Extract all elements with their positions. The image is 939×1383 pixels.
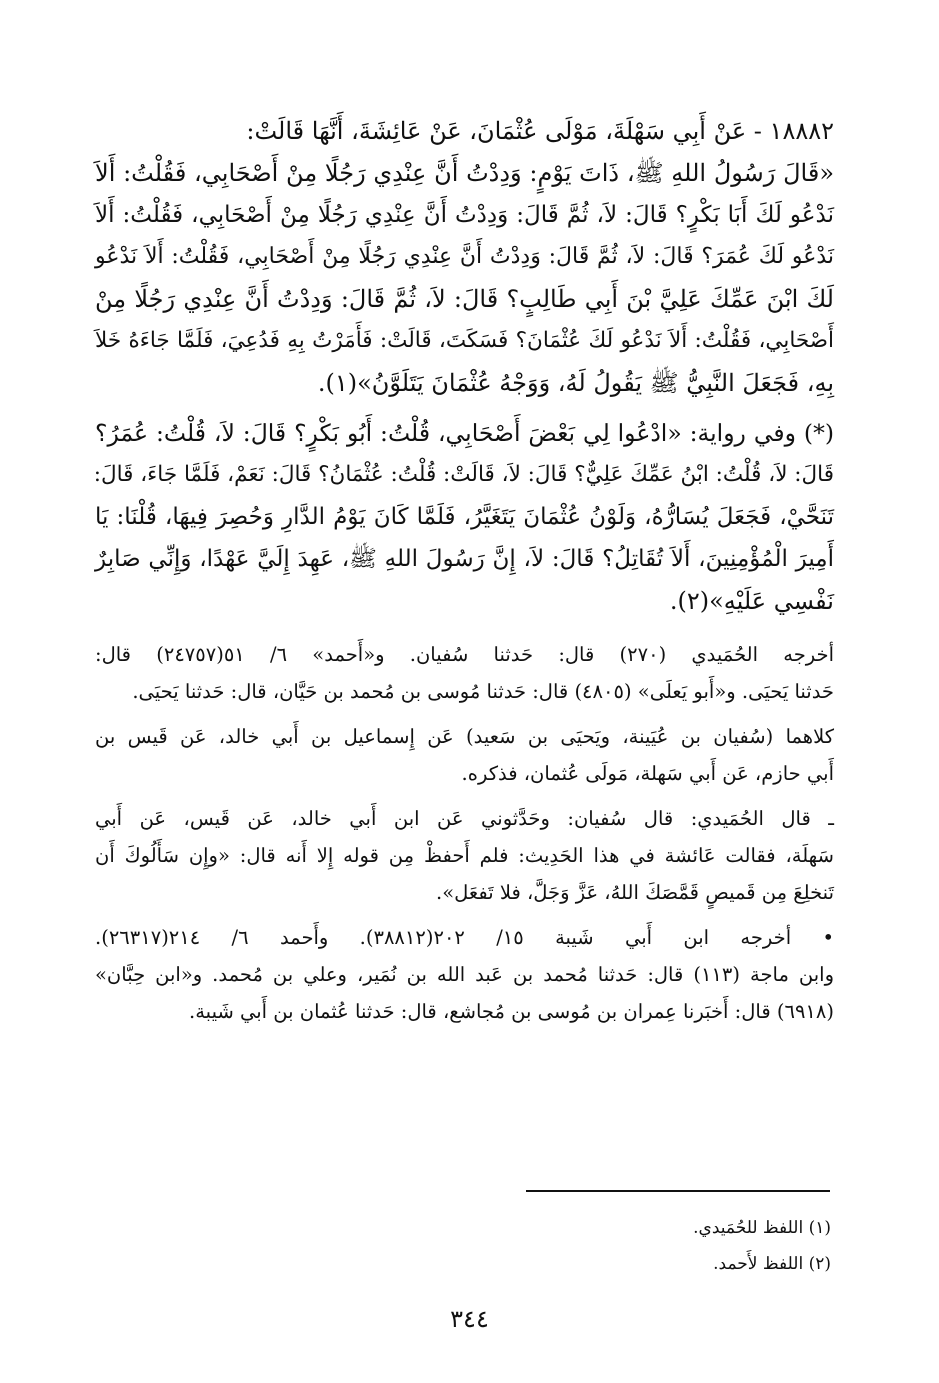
text-line: أَصْحَابِي، فَقُلْتُ: أَلاَ نَدْعُو لَكَ عُثْمَانَ؟ فَسَكَتَ، قَالَتْ: فَأَمَرْتُ بِهِ فَدُعِيَ، فَلَمَّا جَاءَهُ خَلاَ (95, 328, 834, 353)
text-line: ١٨٨٨٢ - عَنْ أَبِي سَهْلَةَ، مَوْلَى عُثْمَانَ، عَنْ عَائِشَةَ، أَنَّهَا قَالَتْ: (246, 117, 834, 145)
text-line: نَدْعُو لَكَ أَبَا بَكْرٍ؟ قَالَ: لاَ، ثُمَّ قَالَ: وَدِدْتُ أَنَّ عِنْدِي رَجُلًا مِنْ أَصْحَابِي، فَقُلْتُ: أَلاَ (95, 202, 834, 228)
text-line: أخرجه الحُمَيدي (٢٧٠) قال: حَدثنا سُفيان. و«أَحمد» ٦/ ٥١(٢٤٧٥٧) قال: (95, 643, 834, 666)
text-line: نَدْعُو لَكَ عُمَرَ؟ قَالَ: لاَ، ثُمَّ قَالَ: وَدِدْتُ أَنَّ عِنْدِي رَجُلًا مِنْ أَصْحَابِي، فَقُلْتُ: أَلاَ نَدْعُو (95, 244, 834, 269)
text-line: (*) وفي رواية: «ادْعُوا لِي بَعْضَ أَصْحَابِي، قُلْتُ: أَبُو بَكْرٍ؟ قَالَ: لاَ، قُلْتُ: عُمَرُ؟ (95, 419, 834, 447)
page-number: ٣٤٤ (450, 1305, 489, 1333)
text-line: سَهلَة، فقالت عَائشة في هذا الحَدِيث: فلم أَحفظْ مِن قوله إِلا أَنه قال: «وإِن سَأَلُوكَ أَن (95, 844, 834, 867)
variant-narration (95, 412, 834, 622)
text-line: حَدثنا يَحيَى. و«أَبو يَعلَى» (٤٨٠٥) قال: حَدثنا مُوسى بن مُحمد بن حَيَّان، قال: حَدثنا يَحيَى. (132, 680, 834, 703)
text-line: تَنَحَّيْ، فَجَعَلَ يُسَارُّهُ، وَلَوْنُ عُثْمَانَ يَتَغَيَّرُ، فَلَمَّا كَانَ يَوْمُ الدَّارِ وَحُصِرَ فِيهَا، قُلْنَا: يَا (95, 504, 834, 530)
text-line: بِهِ، فَجَعَلَ النَّبِيُّ ﷺ يَقُولُ لَهُ، وَوَجْهُ عُثْمَانَ يَتَلَوَّنُ»(١). (317, 369, 834, 397)
text-line: أَبي حازم، عَن أَبي سَهلة، مَولَى عُثمان، فذكره. (461, 762, 834, 785)
takhrij-paragraph-2 (95, 718, 834, 792)
text-line: نَفْسِي عَلَيْهِ»(٢). (669, 587, 834, 615)
footnote-separator (526, 1190, 830, 1192)
takhrij-paragraph-3 (95, 800, 834, 911)
text-line: تَنخلِعَ مِن قَميصٍ قَمَّصَكَ اللهُ، عَزَّ وَجَلَّ، فلا تَفعَل». (436, 881, 834, 904)
takhrij-paragraph-1 (95, 636, 834, 710)
text-line: (٦٩١٨) قال: أَخبَرنا عِمران بن مُوسى بن مُجاشع، قال: حَدثنا عُثمان بن أَبي شَيبة. (189, 1000, 834, 1023)
text-line: أَمِيرَ الْمُؤْمِنِينَ، أَلاَ تُقَاتِلُ؟ قَالَ: لاَ، إِنَّ رَسُولَ اللهِ ﷺ، عَهِدَ إِلَيَّ عَهْدًا، وَإِنِّي صَابِرٌ (95, 546, 834, 572)
takhrij-paragraph-4 (95, 919, 834, 1030)
text-line: ـ قال الحُمَيدي: قال سُفيان: وحَدَّثوني عَن ابن أَبي خالد، عَن قَيس، عَن أَبي (95, 807, 834, 830)
text-line: «قَالَ رَسُولُ اللهِ ﷺ، ذَاتَ يَوْمٍ: وَدِدْتُ أَنَّ عِنْدِي رَجُلًا مِنْ أَصْحَابِي، فَقُلْتُ: أَلاَ (95, 159, 834, 187)
footnotes (693, 1210, 831, 1282)
text-line: وابن ماجة (١١٣) قال: حَدثنا مُحمد بن عَبد الله بن نُمَير، وعلي بن مُحمد. و«ابن حِبَّان» (95, 963, 834, 986)
text-line: قَالَ: لاَ، قُلْتُ: ابْنُ عَمِّكَ عَلِيٌّ؟ قَالَ: لاَ، قَالَتْ: قُلْتُ: عُثْمَانُ؟ قَالَ: نَعَمْ، فَلَمَّا جَاءَ، قَالَ: (93, 462, 834, 487)
hadith-main-text (95, 110, 834, 404)
text-line: كلاهما (سُفيان بن عُيَينة، ويَحيَى بن سَعيد) عَن إِسماعيل بن أَبي خالد، عَن قَيس بن (95, 725, 834, 748)
text-line: • أخرجه ابن أَبي شَيبة ١٥/ ٢٠٢(٣٨٨١٢). وأَحمد ٦/ ٢١٤(٢٦٣١٧). (95, 926, 834, 949)
footnote-2: (٢) اللفظ لأَحمد. (713, 1254, 831, 1274)
footnote-1: (١) اللفظ للحُمَيدي. (693, 1218, 831, 1238)
text-line: لَكَ ابْنَ عَمِّكَ عَلِيَّ بْنَ أَبِي طَالِبٍ؟ قَالَ: لاَ، ثُمَّ قَالَ: وَدِدْتُ أَنَّ عِنْدِي رَجُلًا مِنْ (95, 285, 834, 313)
